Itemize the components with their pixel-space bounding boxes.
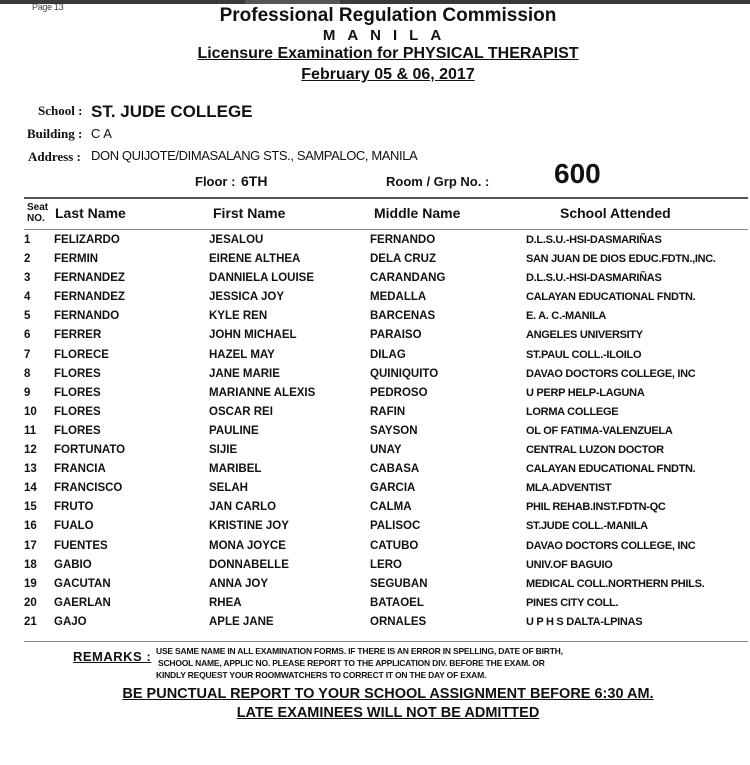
table-row (0, 616, 750, 635)
first-name-header: First Name (213, 205, 286, 221)
school-attended: SAN JUAN DE DIOS EDUC.FDTN.,INC. (526, 253, 716, 266)
remarks-line-2: SCHOOL NAME, APPLIC NO. PLEASE REPORT TO THE APPLICATION DIV. BEFORE THE EXAM. OR (158, 658, 545, 668)
table-row (0, 272, 750, 291)
address-label: Address : (28, 149, 81, 164)
last-name: FLORES (54, 386, 101, 399)
school-label: School : (38, 103, 83, 118)
last-name: FERMIN (54, 253, 99, 266)
last-name: GAJO (54, 615, 87, 628)
remarks-line-1: USE SAME NAME IN ALL EXAMINATION FORMS. IF THERE IS AN ERROR IN SPELLING, DATE OF BIRTH, (156, 646, 563, 656)
first-name: SELAH (209, 482, 248, 495)
first-name: ANNA JOY (209, 577, 268, 590)
seat-number: 11 (24, 424, 37, 437)
table-row (0, 349, 750, 368)
city-heading: MANILA (322, 27, 454, 44)
school-attended: MLA.ADVENTIST (526, 482, 612, 495)
middle-name: QUINIQUITO (370, 367, 439, 380)
middle-name: LERO (370, 558, 402, 571)
middle-name: PEDROSO (370, 386, 428, 399)
school-attended: PINES CITY COLL. (526, 596, 619, 609)
school-value: ST. JUDE COLLEGE (91, 102, 253, 121)
seat-number: 16 (24, 520, 37, 533)
middle-name: CATUBO (370, 539, 419, 552)
floor-value: 6TH (241, 173, 268, 189)
table-row (0, 291, 750, 310)
school-attended: ST.PAUL COLL.-ILOILO (526, 348, 642, 361)
first-name: HAZEL MAY (209, 348, 275, 361)
middle-name: FERNANDO (370, 234, 436, 246)
seat-number: 20 (24, 596, 37, 609)
seat-number: 19 (24, 577, 37, 590)
first-name: MARIBEL (209, 463, 262, 476)
school-attended: CENTRAL LUZON DOCTOR (526, 444, 664, 457)
seat-number: 12 (24, 444, 37, 457)
school-attended: U P H S DALTA-LPINAS (526, 615, 643, 628)
first-name: JAN CARLO (209, 501, 277, 514)
first-name: JOHN MICHAEL (209, 329, 297, 342)
table-row (0, 253, 750, 272)
seat-header-line1: Seat (27, 202, 49, 213)
last-name-header: Last Name (55, 205, 126, 221)
middle-name: SAYSON (370, 424, 418, 437)
viewer-top-bar (0, 0, 750, 4)
first-name: RHEA (209, 596, 242, 609)
middle-name: ORNALES (370, 615, 427, 628)
seat-number: 17 (24, 539, 37, 552)
seat-number: 6 (24, 329, 31, 342)
seat-number: 3 (24, 272, 31, 285)
last-name: FUALO (54, 520, 94, 533)
viewer-tab (245, 0, 340, 4)
seat-number: 4 (24, 291, 31, 304)
header-top-rule (24, 197, 748, 199)
last-name: GAERLAN (54, 596, 111, 609)
seat-no-header (27, 202, 48, 224)
table-row (0, 578, 750, 597)
middle-name: DILAG (370, 348, 406, 361)
table-row (0, 310, 750, 329)
school-attended: D.L.S.U.-HSI-DASMARIÑAS (526, 272, 662, 285)
school-attended: D.L.S.U.-HSI-DASMARIÑAS (526, 234, 662, 246)
table-row (0, 425, 750, 444)
last-name: FLORES (54, 424, 101, 437)
seat-number: 13 (24, 463, 37, 476)
middle-name: PALISOC (370, 520, 421, 533)
first-name: JESALOU (209, 234, 264, 246)
last-name: GACUTAN (54, 577, 111, 590)
school-attended: CALAYAN EDUCATIONAL FNDTN. (526, 463, 696, 476)
table-row (0, 520, 750, 539)
punctual-notice: BE PUNCTUAL REPORT TO YOUR SCHOOL ASSIGNMENT BEFORE 6:30 AM. (122, 686, 654, 702)
middle-name: CARANDANG (370, 272, 446, 285)
school-attended: DAVAO DOCTORS COLLEGE, INC (526, 367, 696, 380)
school-attended: MEDICAL COLL.NORTHERN PHILS. (526, 577, 705, 590)
middle-name: BARCENAS (370, 310, 436, 323)
table-row (0, 387, 750, 406)
seat-number: 15 (24, 501, 37, 514)
first-name: JESSICA JOY (209, 291, 284, 304)
middle-name: MEDALLA (370, 291, 427, 304)
room-value: 600 (554, 158, 601, 189)
seat-number: 21 (24, 615, 37, 628)
last-name: FRUTO (54, 501, 94, 514)
table-row (0, 501, 750, 520)
table-row (0, 234, 750, 253)
last-name: FORTUNATO (54, 444, 126, 457)
building-label: Building : (27, 126, 83, 141)
table-row (0, 368, 750, 387)
seat-number: 10 (24, 405, 37, 418)
seat-number: 1 (24, 234, 31, 246)
middle-name-header: Middle Name (374, 205, 461, 221)
middle-name: PARAISO (370, 329, 422, 342)
last-name: FRANCISCO (54, 482, 123, 495)
school-attended: LORMA COLLEGE (526, 405, 619, 418)
building-value: C A (91, 126, 112, 141)
middle-name: GARCIA (370, 482, 416, 495)
first-name: PAULINE (209, 424, 259, 437)
remarks-text (156, 645, 563, 681)
last-name: FERNANDEZ (54, 272, 125, 285)
last-name: FERNANDEZ (54, 291, 125, 304)
first-name: DANNIELA LOUISE (209, 272, 314, 285)
school-attended: U PERP HELP-LAGUNA (526, 386, 645, 399)
table-row (0, 482, 750, 501)
seat-number: 5 (24, 310, 31, 323)
first-name: JANE MARIE (209, 367, 280, 380)
seat-number: 7 (24, 348, 31, 361)
first-name: DONNABELLE (209, 558, 289, 571)
seat-number: 2 (24, 253, 31, 266)
middle-name: DELA CRUZ (370, 253, 437, 266)
first-name: APLE JANE (209, 615, 274, 628)
header-bottom-rule (24, 229, 748, 230)
seat-number: 14 (24, 482, 37, 495)
table-row (0, 444, 750, 463)
last-name: FUENTES (54, 539, 108, 552)
school-attended: ST.JUDE COLL.-MANILA (526, 520, 648, 533)
page-label: Page 13 (32, 2, 64, 12)
first-name: MONA JOYCE (209, 539, 286, 552)
room-label: Room / Grp No. : (386, 174, 490, 189)
floor-label: Floor : (195, 174, 236, 189)
first-name: EIRENE ALTHEA (209, 253, 301, 266)
table-row (0, 463, 750, 482)
school-attended-header: School Attended (560, 205, 671, 221)
first-name: MARIANNE ALEXIS (209, 386, 316, 399)
last-name: FERRER (54, 329, 102, 342)
examinee-table (0, 234, 750, 635)
last-name: FELIZARDO (54, 234, 120, 246)
last-name: FLORES (54, 367, 101, 380)
exam-date: February 05 & 06, 2017 (301, 66, 475, 83)
school-attended: CALAYAN EDUCATIONAL FNDTN. (526, 291, 696, 304)
table-row (0, 559, 750, 578)
last-name: FERNANDO (54, 310, 120, 323)
school-attended: DAVAO DOCTORS COLLEGE, INC (526, 539, 696, 552)
seat-header-line2: NO. (27, 213, 45, 224)
middle-name: SEGUBAN (370, 577, 428, 590)
seat-number: 8 (24, 367, 31, 380)
exam-heading: Licensure Examination for PHYSICAL THERAPIST (197, 45, 579, 62)
first-name: KRISTINE JOY (209, 520, 289, 533)
late-notice: LATE EXAMINEES WILL NOT BE ADMITTED (236, 705, 540, 721)
last-name: FLORECE (54, 348, 109, 361)
first-name: SIJIE (209, 444, 238, 457)
middle-name: CALMA (370, 501, 412, 514)
table-row (0, 406, 750, 425)
middle-name: RAFIN (370, 405, 406, 418)
last-name: FRANCIA (54, 463, 106, 476)
table-row (0, 597, 750, 616)
seat-number: 9 (24, 386, 31, 399)
table-row (0, 329, 750, 348)
last-name: GABIO (54, 558, 92, 571)
seat-number: 18 (24, 558, 37, 571)
school-attended: ANGELES UNIVERSITY (526, 329, 643, 342)
school-attended: E. A. C.-MANILA (526, 310, 607, 323)
school-attended: OL OF FATIMA-VALENZUELA (526, 424, 673, 437)
school-attended: UNIV.OF BAGUIO (526, 558, 613, 571)
first-name: OSCAR REI (209, 405, 273, 418)
remarks-line-3: KINDLY REQUEST YOUR ROOMWATCHERS TO CORRECT IT ON THE DAY OF EXAM. (156, 670, 487, 680)
school-attended: PHIL REHAB.INST.FDTN-QC (526, 501, 666, 514)
last-name: FLORES (54, 405, 101, 418)
table-bottom-rule (24, 641, 748, 642)
middle-name: BATAOEL (370, 596, 424, 609)
remarks-label: REMARKS : (73, 649, 152, 664)
middle-name: CABASA (370, 463, 420, 476)
table-row (0, 540, 750, 559)
first-name: KYLE REN (209, 310, 268, 323)
address-value: DON QUIJOTE/DIMASALANG STS., SAMPALOC, MANILA (91, 148, 418, 163)
document-title: Professional Regulation Commission (219, 5, 557, 26)
middle-name: UNAY (370, 444, 402, 457)
